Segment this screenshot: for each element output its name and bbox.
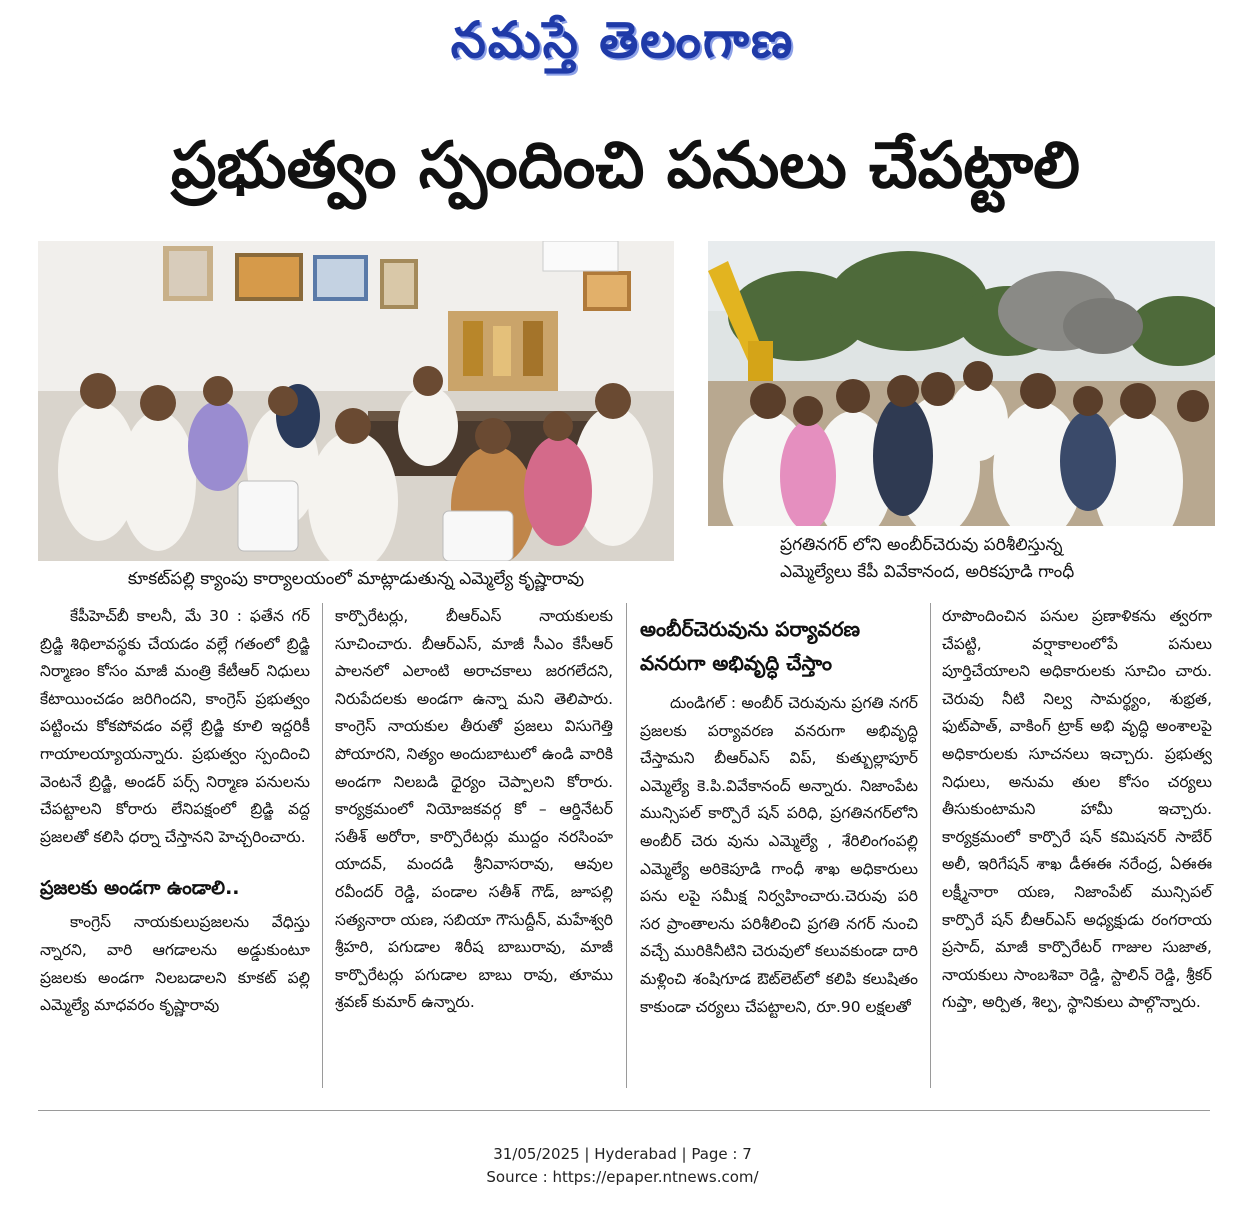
column-divider-3 xyxy=(930,603,931,1088)
footer-divider xyxy=(38,1110,1210,1111)
article1-paragraph3: కార్పొరేటర్లు, బీఆర్ఎస్ నాయకులకు సూచించారు. బీఆర్ఎస్, మాజీ సీఎం కేసీఆర్ పాలనలో ఎలాంటి అరాచకాలు జరగలేదని, నిరుపేదలకు అండగా ఉన్నా మని తెలిపారు. కాంగ్రెస్ నాయకుల తీరుతో ప్రజలు విసుగెత్తి పోయారని, నిత్యం అందుబాటులో ఉండి వారికి అండగా నిలబడి ధైర్యం చెప్పాలని కోరారు. కార్యక్రమంలో నియోజకవర్గ కో – ఆర్డినేటర్ సతీశ్ అరోరా, కార్పొరేటర్లు ముద్దం నరసింహ యాదవ్, మందడి శ్రీనివాసరావు, ఆవుల రవీందర్ రెడ్డి, పండాల సతీశ్ గౌడ్, జూపల్లి సత్యనారా యణ, సబియా గౌసుద్దీన్, మహేశ్వరి శ్రీహరి, పగుడాల శిరీష బాబురావు, మాజీ కార్పొరేటర్లు పగుడాల బాబు రావు, తూము శ్రవణ్ కుమార్ ఉన్నారు. xyxy=(335,607,613,1012)
article2-headline-line2: వనరుగా అభివృద్ధి చేస్తాం xyxy=(640,651,832,675)
article2-column1 xyxy=(640,690,918,1021)
photo-caption-right-line2: ఎమ్మెల్యేలు కేపీ వివేకానంద, అరికపూడి గాంధీ xyxy=(780,562,1075,582)
photo-caption-right-line1: ప్రగతినగర్ లోని అంబీర్‌చెరువు పరిశీలిస్తున్న xyxy=(780,535,1063,555)
photo-caption-left: కూకట్‌పల్లి క్యాంపు కార్యాలయంలో మాట్లాడుతున్న ఎమ్మెల్యే కృష్ణారావు xyxy=(127,569,585,589)
masthead-logo: నమస్తే తెలంగాణ xyxy=(450,11,795,69)
photo-office-meeting xyxy=(38,241,674,561)
column-divider-2 xyxy=(626,603,627,1088)
article1-column2 xyxy=(335,603,613,1017)
article-headline: ప్రభుత్వం స్పందించి పనులు చేపట్టాలి xyxy=(170,129,1081,203)
article1-column1 xyxy=(40,603,310,1020)
photo-lake-inspection xyxy=(708,241,1215,526)
footer-date-line: 31/05/2025 | Hyderabad | Page : 7 xyxy=(493,1145,752,1163)
article2-paragraph1: దుండిగల్ : అంబీర్ చెరువును ప్రగతి నగర్ ప్రజలకు పర్యావరణ వనరుగా అభివృద్ధి చేస్తామని బీఆర్ఎస్ విప్, కుత్బుల్లాపూర్ ఎమ్మెల్యే కె.పి.వివేకానంద్ అన్నారు. నిజాంపేట మున్సిపల్ కార్పొరే షన్ పరిధి, ప్రగతినగర్‌లోని అంబీర్ చెరు వును ఎమ్మెల్యే , శేరిలింగంపల్లి ఎమ్మెల్యే అరికెపూడి గాంధీ శాఖ అధికారులు పను లపై సమీక్ష నిర్వహించారు.చెరువు పరి సర ప్రాంతాలను పరిశీలించి ప్రగతి నగర్ నుంచి వచ్చే మురికినీటిని చెరువులో కలువకుండా దారి మళ్లించి శంషిగూడ ఔట్‌లెట్‌లో కలిపి కలుషితం కాకుండా చర్యలు చేపట్టాలని, రూ.90 లక్షలతో xyxy=(640,694,918,1016)
photo-caption-right xyxy=(780,532,1220,586)
article2-paragraph2: రూపొందించిన పనుల ప్రణాళికను త్వరగా చేపట్టి, వర్షాకాలంలోపే పనులు పూర్తిచేయాలని అధికారులకు సూచిం చారు. చెరువు నీటి నిల్వ సామర్థ్యం, శుభ్రత, ఫుట్‌పాత్, వాకింగ్ ట్రాక్ అభి వృద్ధి అంశాలపై అధికారులకు సూచనలు ఇచ్చారు. ప్రభుత్వ నిధులు, అనుమ తుల కోసం చర్యలు తీసుకుంటామని హామీ ఇచ్చారు. కార్యక్రమంలో కార్పొరే షన్ కమిషనర్ సాబేర్ అలీ, ఇరిగేషన్ శాఖ డీఈఈ నరేంద్ర, ఏఈఈ లక్ష్మీనారా యణ, నిజాంపేట్ మున్సిపల్ కార్పొరే షన్ బీఆర్ఎస్ అధ్యక్షుడు రంగరాయ ప్రసాద్, మాజీ కార్పొరేటర్ గాజుల సుజాత, నాయకులు సాంబశివా రెడ్డి, స్టాలిన్ రెడ్డి, శ్రీకర్ గుప్తా, అర్పిత, శిల్ప, స్థానికులు పాల్గొన్నారు. xyxy=(942,607,1212,1012)
article2-headline xyxy=(640,612,925,680)
article2-column2 xyxy=(942,603,1212,1017)
article1-subhead: ప్రజలకు అండగా ఉండాలి.. xyxy=(40,877,240,900)
article2-headline-line1: అంబీర్‌చెరువును పర్యావరణ xyxy=(640,617,861,641)
article1-paragraph2: కాంగ్రెస్ నాయకులుప్రజలను వేధిస్తు న్నారని, వారి ఆగడాలను అడ్డుకుంటూ ప్రజలకు అండగా నిలబడాలని కూకట్ పల్లి ఎమ్మెల్యే మాధవరం కృష్ణారావు xyxy=(40,913,310,1015)
footer-source-line: Source : https://epaper.ntnews.com/ xyxy=(486,1168,759,1186)
column-divider-1 xyxy=(322,603,323,1088)
article1-paragraph1: కేపీహెచ్‌బీ కాలనీ, మే 30 : ఫతేన గర్ బ్రిడ్జి శిథిలావస్థకు చేయడం వల్లే గతంలో బ్రిడ్జి నిర్మాణం కోసం మాజీ మంత్రి కేటీఆర్ నిధులు కేటాయించడం జరిగిందని, కాంగ్రెస్ ప్రభుత్వం పట్టించు కోకపోవడం వల్లే బ్రిడ్జి కూలి ఇద్దరికీ గాయాలయ్యాయన్నారు. ప్రభుత్వం స్పందించి వెంటనే బ్రిడ్జి, అండర్ పర్స్ నిర్మాణ పనులను చేపట్టాలని కోరారు లేనిపక్షంలో బ్రిడ్జి వద్ద ప్రజలతో కలిసి ధర్నా చేస్తానని హెచ్చరించారు. xyxy=(40,607,310,846)
